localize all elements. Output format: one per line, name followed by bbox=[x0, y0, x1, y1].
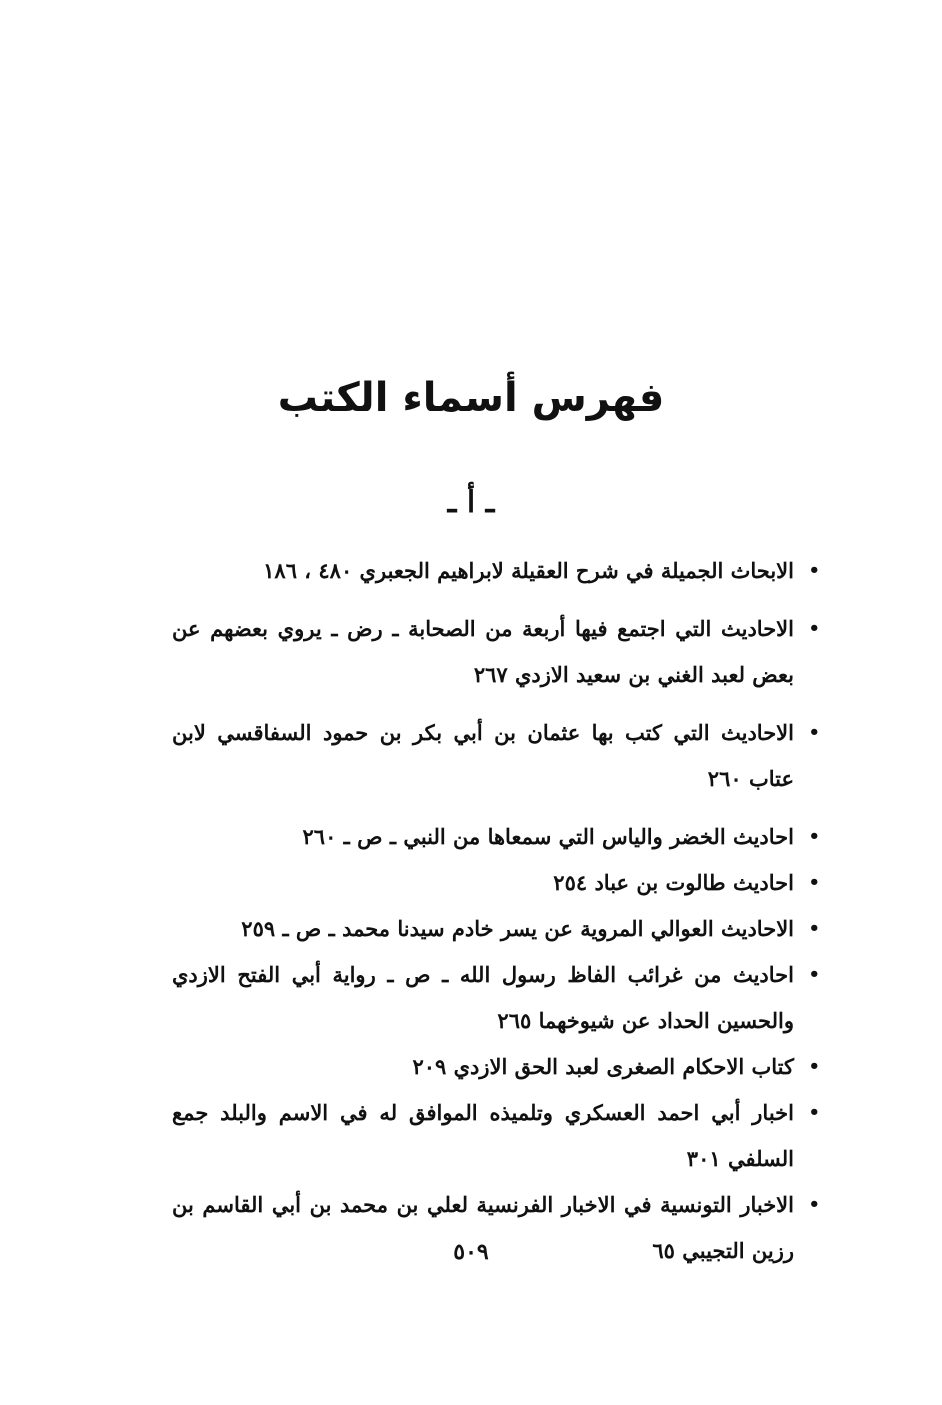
book-index-list bbox=[172, 548, 822, 1274]
entry-text: احاديث من غرائب الفاظ رسول الله ـ ص ـ رواية أبي الفتح الازدي والحسين الحداد عن شيوخهما ٢٦٥ bbox=[172, 962, 794, 1033]
entry-text: احاديث الخضر والياس التي سمعاها من النبي ـ ص ـ ٢٦٠ bbox=[302, 824, 794, 849]
list-item bbox=[172, 710, 822, 802]
bullet-icon: • bbox=[808, 1056, 820, 1077]
bullet-icon: • bbox=[808, 826, 820, 847]
bullet-icon: • bbox=[808, 918, 820, 939]
bullet-icon: • bbox=[808, 560, 820, 581]
entry-text: الاحاديث العوالي المروية عن يسر خادم سيدنا محمد ـ ص ـ ٢٥٩ bbox=[241, 916, 794, 941]
list-item bbox=[172, 1044, 822, 1090]
list-item bbox=[172, 548, 822, 594]
bullet-icon: • bbox=[808, 872, 820, 893]
list-item bbox=[172, 814, 822, 860]
bullet-icon: • bbox=[808, 1194, 820, 1215]
entry-text: احاديث طالوت بن عباد ٢٥٤ bbox=[553, 870, 794, 895]
bullet-icon: • bbox=[808, 1102, 820, 1123]
list-item bbox=[172, 860, 822, 906]
bullet-icon: • bbox=[808, 964, 820, 985]
bullet-icon: • bbox=[808, 618, 820, 639]
entry-text: كتاب الاحكام الصغرى لعبد الحق الازدي ٢٠٩ bbox=[412, 1054, 794, 1079]
entry-text: الاحاديث التي اجتمع فيها أربعة من الصحابة ـ رض ـ يروي بعضهم عن بعض لعبد الغني بن سعيد الازدي ٢٦٧ bbox=[172, 616, 794, 687]
list-item bbox=[172, 1090, 822, 1182]
entry-text: الاخبار التونسية في الاخبار الفرنسية لعلي بن محمد بن أبي القاسم بن رزين التجيبي ٦٥ bbox=[172, 1192, 794, 1263]
entry-text: الابحاث الجميلة في شرح العقيلة لابراهيم الجعبري ٤٨٠ ، ١٨٦ bbox=[263, 558, 794, 583]
list-item bbox=[172, 606, 822, 698]
entry-text: الاحاديث التي كتب بها عثمان بن أبي بكر بن حمود السفاقسي لابن عتاب ٢٦٠ bbox=[172, 720, 794, 791]
page-number: ٥٠٩ bbox=[453, 1239, 489, 1265]
list-item bbox=[172, 952, 822, 1044]
entry-text: اخبار أبي احمد العسكري وتلميذه الموافق له في الاسم والبلد جمع السلفي ٣٠١ bbox=[172, 1100, 794, 1171]
bullet-icon: • bbox=[808, 722, 820, 743]
list-item bbox=[172, 906, 822, 952]
section-letter-heading: ـ أ ـ bbox=[447, 485, 495, 520]
page-title: فهرس أسماء الكتب bbox=[277, 375, 665, 421]
